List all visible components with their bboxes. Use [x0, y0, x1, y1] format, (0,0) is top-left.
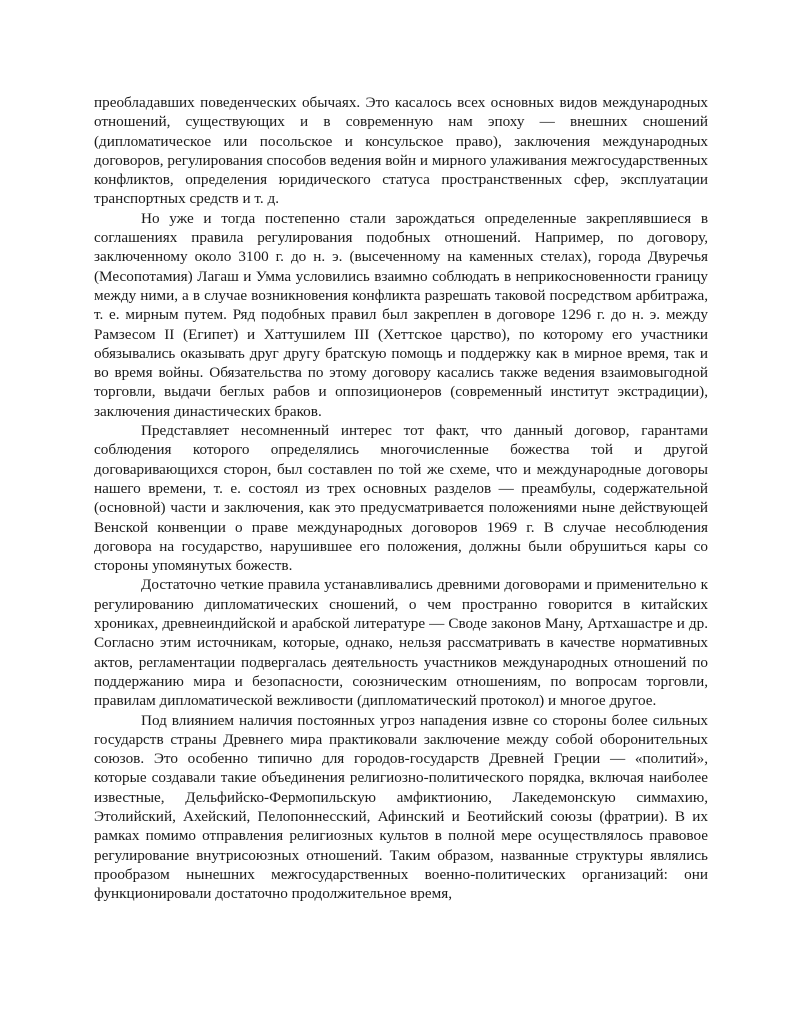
- paragraph-4: Достаточно четкие правила устанавливались древними договорами и применительно к регулированию дипломатических сношений, о чем пространно говорится в китайских хрониках, древнеиндийской и арабской литературе — Своде законов Ману, Артхашастре и др. Согласно этим источникам, которые, однако, нельзя рассматривать в качестве нормативных актов, регламентации подвергалась деятельность участников международных отношений по поддержанию мира и безопасности, союзническим отношениям, по вопросам торговли, правилам дипломатической вежливости (дипломатический протокол) и многое другое.: [94, 576, 708, 710]
- document-page: [94, 93, 708, 903]
- paragraph-3: Представляет несомненный интерес тот факт, что данный договор, гарантами соблюдения которого определялись многочисленные божества той и другой договаривающихся сторон, был составлен по той же схеме, что и международные договоры нашего времени, т. е. состоял из трех основных разделов — преамбулы, содержательной (основной) части и заключения, как это предусматривается положениями ныне действующей Венской конвенции о праве международных договоров 1969 г. В случае несоблюдения договора на государство, нарушившее его положения, должны были обрушиться кары со стороны упомянутых божеств.: [94, 422, 708, 575]
- paragraph-2: Но уже и тогда постепенно стали зарождаться определенные закреплявшиеся в соглашениях правила регулирования подобных отношений. Например, по договору, заключенному около 3100 г. до н. э. (высеченному на каменных стелах), города Двуречья (Месопотамия) Лагаш и Умма условились взаимно соблюдать в неприкосновенности границу между ними, а в случае возникновения конфликта разрешать таковой посредством арбитража, т. е. мирным путем. Ряд подобных правил был закреплен в договоре 1296 г. до н. э. между Рамзесом II (Египет) и Хаттушилем III (Хеттское царство), по которому его участники обязывались оказывать друг другу братскую помощь и поддержку как в мирное время, так и во время войны. Обязательства по этому договору касались также ведения взаимовыгодной торговли, выдачи беглых рабов и оппозиционеров (современный институт экстрадиции), заключения династических браков.: [94, 209, 708, 420]
- paragraph-5: Под влиянием наличия постоянных угроз нападения извне со стороны более сильных государств страны Древнего мира практиковали заключение между собой оборонительных союзов. Это особенно типично для городов-государств Древней Греции — «политий», которые создавали такие объединения религиозно-политического порядка, включая наиболее известные, Дельфийско-Фермопильскую амфиктионию, Лакедемонскую симмахию, Этолийский, Ахейский, Пелопоннесский, Афинский и Беотийский союзы (фратрии). В их рамках помимо отправления религиозных культов в полной мере осуществлялось правовое регулирование внутрисоюзных отношений. Таким образом, названные структуры являлись прообразом нынешних межгосударственных военно-политических организаций: они функционировали достаточно продолжительное время,: [94, 711, 708, 903]
- paragraph-1: преобладавших поведенческих обычаях. Это касалось всех основных видов международных отношений, существующих и в современную нам эпоху — внешних сношений (дипломатическое или посольское и консульское право), заключения международных договоров, регулирования способов ведения войн и мирного улаживания межгосударственных конфликтов, определения юридического статуса пространственных сфер, эксплуатации транспортных средств и т. д.: [94, 94, 708, 208]
